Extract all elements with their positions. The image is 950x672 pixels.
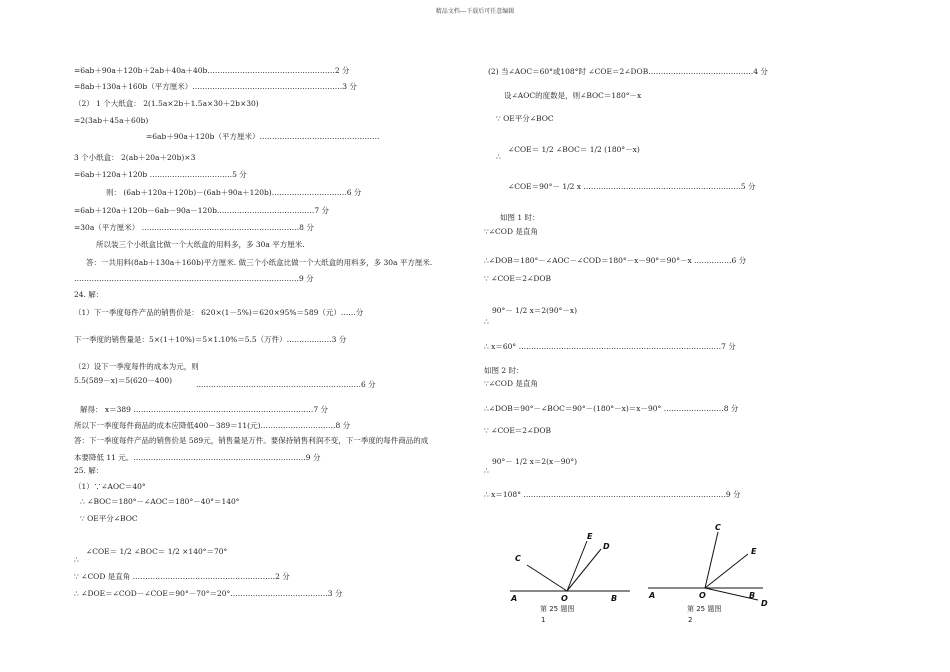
- left-line: 25. 解：: [74, 466, 104, 475]
- left-line: ∵ OE平分∠BOC: [80, 514, 138, 523]
- fig1-caption-number: 1: [541, 616, 546, 624]
- left-line: ∴ ∠DOE＝∠COD－∠COE＝90°－70°＝20°…………………………………3 分: [74, 589, 343, 598]
- right-line: ∠COE＝ 1/2 ∠BOC＝ 1/2 (180°－x): [508, 145, 640, 154]
- left-line: =6ab＋120a＋120b ……………………………5 分: [74, 170, 247, 179]
- right-line: 90°－ 1/2 x＝2(90°－x): [492, 306, 578, 315]
- fig1-caption: 第 25 题图: [540, 605, 575, 613]
- left-line: （2）设下一季度每件的成本为元，则: [74, 362, 199, 371]
- left-line: ………………………………………………………………………………9 分: [74, 274, 314, 283]
- right-line: ∴ x＝108° ………………………………………………………………………9 分: [484, 490, 741, 499]
- right-line: ∵ ∠COE＝2∠DOB: [484, 426, 552, 435]
- left-line: 答：一共用料(8ab＋130a＋160b)平方厘米. 做三个小纸盒比做一个大纸盒的用料多，多 30a 平方厘米.: [86, 258, 433, 267]
- left-line: 24. 解：: [74, 290, 104, 299]
- fig1-label-b: B: [611, 594, 618, 603]
- left-line: ∴: [74, 555, 79, 564]
- fig1-label-c: C: [515, 554, 521, 563]
- fig2-label-a: A: [649, 591, 656, 600]
- right-line: 如图 1 时：: [500, 213, 540, 222]
- right-line: ∴∠DOB＝180°－∠AOC－∠COD＝180°－x－90°＝90°－x ……………6 分: [484, 256, 747, 265]
- fig2-label-b: B: [749, 591, 756, 600]
- right-line: ∴: [496, 152, 501, 161]
- right-line: ∴: [484, 317, 489, 326]
- figure-25-1-svg: [505, 525, 635, 610]
- left-line: =6ab＋90a＋120b＋2ab＋40a＋40b……………………………………………2 分: [74, 66, 350, 75]
- right-line: ∵∠COD 是直角: [484, 379, 538, 388]
- left-line: 3 个小纸盒： 2(ab＋20a＋20b)×3: [74, 153, 196, 162]
- left-line: 所以装三个小纸盒比做一个大纸盒的用料多，多 30a 平方厘米.: [96, 240, 305, 249]
- left-line: =30a（平方厘米） ………………………………………………………8 分: [74, 223, 314, 232]
- figure-25-1: [505, 525, 635, 610]
- right-line: ∴∠DOB＝90°－∠BOC＝90°－(180°－x)＝x－90° ……………………8 分: [484, 404, 739, 413]
- fig2-caption: 第 25 题图: [687, 605, 722, 613]
- fig1-label-a: A: [511, 594, 518, 603]
- figure-25-2-svg: [645, 520, 775, 608]
- left-line: ∴ ∠BOC＝180°－∠AOC＝180°－40°＝140°: [80, 497, 240, 506]
- page-header: 精品文档---下载后可任意编辑: [435, 8, 515, 15]
- right-line: ∵ ∠COE＝2∠DOB: [484, 274, 552, 283]
- right-line: ∴ x＝60° ………………………………………………………………………7 分: [484, 342, 736, 351]
- left-line: ∠COE＝ 1/2 ∠BOC＝ 1/2 ×140°＝70°: [86, 547, 228, 556]
- right-line: ∵ OE平分∠BOC: [496, 114, 554, 123]
- left-line: 5.5(589－x)＝5(620－400): [74, 376, 173, 385]
- right-line: 设∠AOC的度数是，则∠BOC＝180°－x: [504, 91, 642, 100]
- fig2-label-d: D: [761, 599, 768, 608]
- left-line: =2(3ab＋45a＋60b): [74, 116, 149, 125]
- left-line: 解得： x＝389 ………………………………………………………………7 分: [80, 405, 328, 414]
- right-line: ∠COE＝90°－ 1/2 x ………………………………………………………5 分: [508, 182, 756, 191]
- left-line: 则： (6ab＋120a＋120b)－(6ab＋90a＋120b)…………………………6 分: [106, 188, 362, 197]
- left-line: =8ab＋130a＋160b（平方厘米）……………………………………………………3 分: [74, 82, 357, 91]
- fig2-label-o: O: [699, 591, 706, 600]
- fig2-label-e: E: [751, 547, 757, 556]
- fig1-label-d: D: [603, 542, 610, 551]
- left-line: =6ab＋120a＋120b－6ab－90a－120b…………………………………7 分: [74, 206, 330, 215]
- left-line: （1）下一季度每件产品的销售价是： 620×(1－5%)＝620×95%＝589（元）……分: [74, 308, 364, 317]
- left-line: （2） 1 个大纸盒： 2(1.5a×2b＋1.5a×30＋2b×30): [74, 99, 259, 108]
- figure-25-2: [645, 520, 775, 608]
- right-line: (2) 当∠AOC＝60°或108°时 ∠COE＝2∠DOB……………………………………4 分: [488, 67, 768, 76]
- fig2-caption-number: 2: [688, 616, 693, 624]
- right-line: ∵∠COD 是直角: [484, 227, 538, 236]
- fig1-label-o: O: [561, 594, 568, 603]
- right-line: ∴: [484, 466, 489, 475]
- left-line: 本要降低 11 元。……………………………………………………………9 分: [74, 453, 321, 462]
- right-line: 90°－ 1/2 x＝2(x－90°): [492, 457, 578, 466]
- left-line: =6ab＋90a＋120b（平方厘米）…………………………………………: [146, 132, 380, 141]
- left-line: （1）∵∠AOC＝40°: [74, 482, 146, 491]
- left-line: …………………………………………………………6 分: [196, 380, 376, 389]
- fig1-label-e: E: [587, 532, 593, 541]
- fig2-label-c: C: [715, 523, 721, 532]
- left-line: 所以下一季度每件商品的成本应降低400－389＝11(元)…………………………8 分: [74, 421, 351, 430]
- left-line: 答：下一季度每件产品的销售价是 589元，销售量是万件。要保持销售利润不变，下一季度的每件商品的成: [74, 436, 429, 445]
- left-line: 下一季度的销售量是：5×(1＋10%)＝5×1.10%＝5.5（万件）………………3 分: [74, 335, 347, 344]
- left-line: ∵ ∠COD 是直角 …………………………………………………2 分: [74, 572, 290, 581]
- right-line: 如图 2 时：: [484, 366, 524, 375]
